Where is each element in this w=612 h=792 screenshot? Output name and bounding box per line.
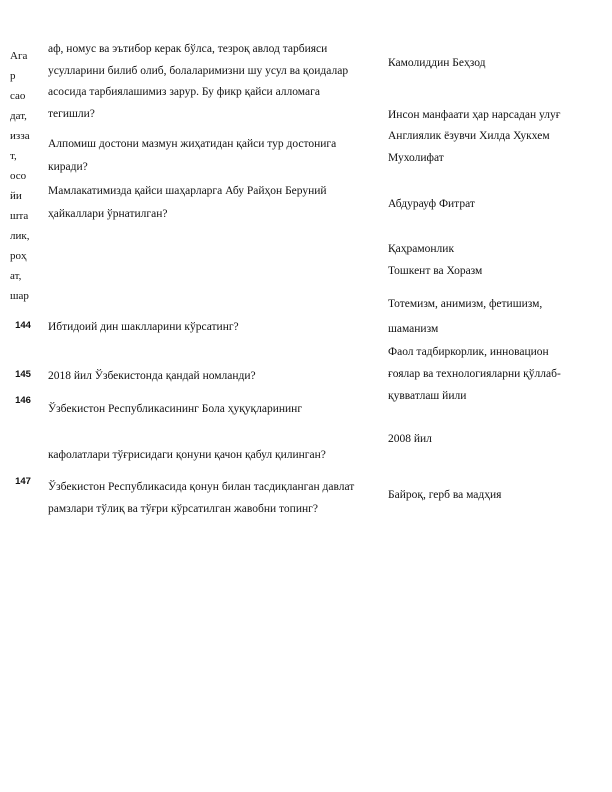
answer-text-line: 2008 йил <box>388 433 432 445</box>
question-text-line: киради? <box>48 161 88 173</box>
answer-text-line: Абдурауф Фитрат <box>388 198 475 210</box>
question-text-line: 2018 йил Ўзбекистонда қандай номланди? <box>48 370 256 382</box>
question-text-line: кафолатлари тўғрисидаги қонуни қачон қабул қилинган? <box>48 449 326 461</box>
question-text-line: тегишли? <box>48 108 95 120</box>
question-text-line: аф, номус ва эътибор керак бўлса, тезроқ авлод тарбияси <box>48 43 328 55</box>
answer-text-line: Мухолифат <box>388 152 444 164</box>
answer-text-line: Камолиддин Беҳзод <box>388 57 486 69</box>
question-text-line: Мамлакатимизда қайси шаҳарларга Абу Райҳон Беруний <box>48 185 327 197</box>
answer-text-line: Фаол тадбиркорлик, инновацион <box>388 346 549 358</box>
answer-text-line: Англиялик ёзувчи Хилда Хукхем <box>388 130 550 142</box>
question-text-line: ҳайкаллари ўрнатилган? <box>48 208 168 220</box>
answer-text-line: ғоялар ва технологияларни қўллаб- <box>388 368 561 380</box>
answer-text-line: Қаҳрамонлик <box>388 243 455 255</box>
answer-text-line: қувватлаш йили <box>388 390 467 402</box>
question-text-line: Ибтидоий дин шаклларини кўрсатинг? <box>48 321 239 333</box>
question-text-line: Ўзбекистон Республикасида қонун билан тасдиқланган давлат <box>48 481 355 493</box>
question-text-line: асосида тарбиялашимиз зарур. Бу фикр қайси алломага <box>48 86 320 98</box>
answer-text-line: Байроқ, герб ва мадҳия <box>388 489 502 501</box>
answer-text-line: Тошкент ва Хоразм <box>388 265 483 277</box>
question-number: 145 <box>15 369 31 380</box>
question-text-line: Ўзбекистон Республикасининг Бола ҳуқуқларининг <box>48 403 303 415</box>
question-number: 144 <box>15 320 31 331</box>
answer-text-line: Инсон манфаати ҳар нарсадан улуғ <box>388 109 561 121</box>
question-number: 146 <box>15 395 31 406</box>
question-number: 147 <box>15 476 31 487</box>
question-text-line: рамзлари тўлиқ ва тўғри кўрсатилган жавобни топинг? <box>48 503 318 515</box>
side-column-word: Ага р сао дат, изза т, осо йи шта лик, роҳ ат, шар <box>10 50 30 302</box>
question-text-line: Алпомиш достони мазмун жиҳатидан қайси тур достонига <box>48 138 337 150</box>
question-text-line: усулларини билиб олиб, болаларимизни шу усул ва қоидалар <box>48 65 349 77</box>
answer-text-line: шаманизм <box>388 323 439 335</box>
answer-text-line: Тотемизм, анимизм, фетишизм, <box>388 298 543 310</box>
